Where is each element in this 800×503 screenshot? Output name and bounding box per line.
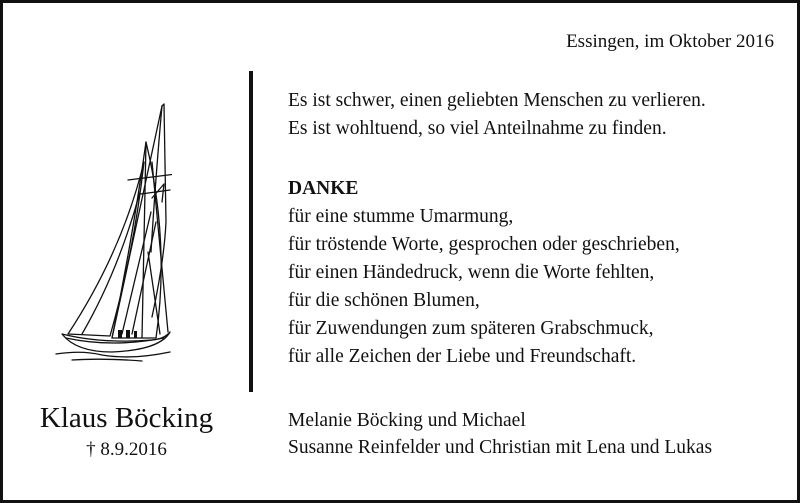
intro-line: Es ist wohltuend, so viel Anteilnahme zu finden. — [288, 118, 667, 139]
thanks-line: für die schönen Blumen, — [288, 290, 480, 311]
thanks-line: für eine stumme Umarmung, — [288, 206, 514, 227]
spacer — [288, 143, 706, 175]
intro-line: Es ist schwer, einen geliebten Menschen zu verlieren. — [288, 90, 706, 111]
sailboat-icon — [52, 102, 172, 364]
signer-line: Melanie Böcking und Michael — [288, 410, 526, 431]
thanks-line: für tröstende Worte, gesprochen oder geschrieben, — [288, 234, 680, 255]
danke-heading: DANKE — [288, 178, 359, 199]
place-date: Essingen, im Oktober 2016 — [566, 31, 774, 52]
signers-block — [288, 407, 712, 461]
death-date: † 8.9.2016 — [86, 439, 167, 460]
thanks-line: für einen Händedruck, wenn die Worte fehlten, — [288, 262, 655, 283]
signer-line: Susanne Reinfelder und Christian mit Lena und Lukas — [288, 437, 713, 458]
deceased-name: Klaus Böcking — [39, 402, 214, 434]
thanks-line: für alle Zeichen der Liebe und Freundschaft. — [288, 346, 637, 367]
thanks-line: für Zuwendungen zum späteren Grabschmuck, — [288, 318, 654, 339]
vertical-divider — [249, 71, 253, 392]
message-block — [288, 87, 706, 371]
